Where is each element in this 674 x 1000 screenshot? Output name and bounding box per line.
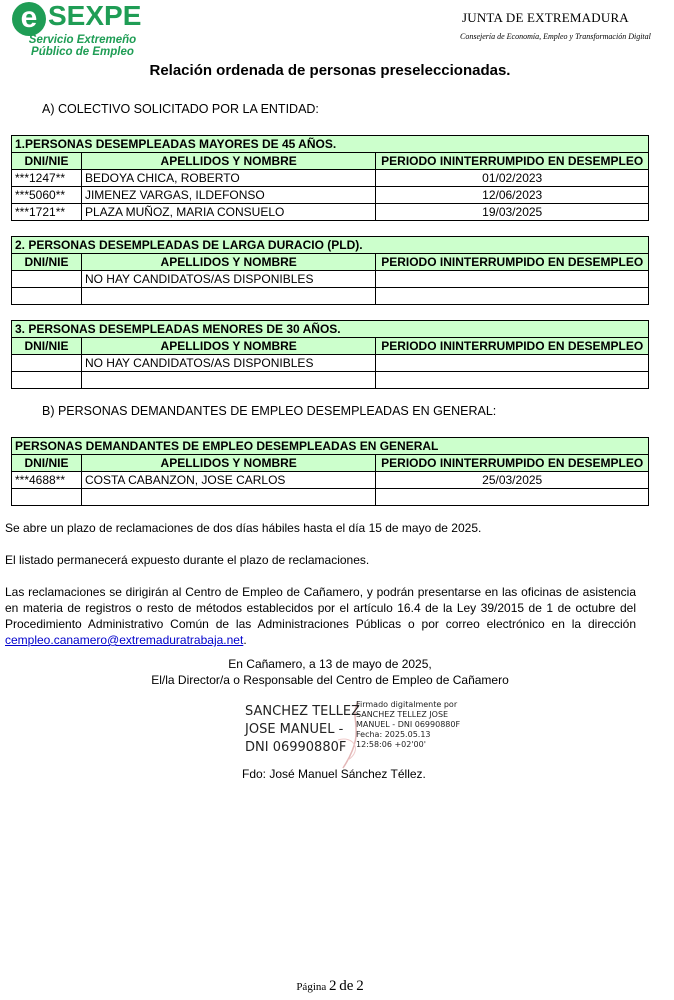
cell-dni: ***5060**	[12, 187, 82, 204]
sig-name-line-3: DNI 06990880F	[245, 740, 347, 755]
col-header-name: APELLIDOS Y NOMBRE	[81, 455, 375, 472]
col-header-dni: DNI/NIE	[12, 254, 82, 271]
sig-info-line-4: Fecha: 2025.05.13	[356, 730, 431, 739]
col-header-period: PERIODO ININTERRUMPIDO EN DESEMPLEO	[376, 338, 649, 355]
table-row	[12, 187, 649, 204]
page-title: Relación ordenada de personas preseleccionadas.	[149, 62, 511, 79]
cell-name: COSTA CABANZON, JOSE CARLOS	[81, 472, 375, 489]
cell-dni	[12, 271, 82, 288]
sig-name-line-1: SANCHEZ TELLEZ	[245, 704, 360, 719]
paragraph-claims	[5, 584, 636, 648]
consejeria-title: Consejería de Economía, Empleo y Transformación Digital	[460, 32, 651, 41]
col-header-dni: DNI/NIE	[12, 153, 82, 170]
table-row	[12, 170, 649, 187]
col-header-dni: DNI/NIE	[12, 455, 82, 472]
col-header-name: APELLIDOS Y NOMBRE	[81, 338, 375, 355]
claims-end: .	[243, 633, 247, 647]
cell-name	[81, 288, 375, 305]
table-over-45	[11, 135, 649, 221]
of-word: de	[339, 978, 354, 994]
table-row	[12, 271, 649, 288]
table-caption: 2. PERSONAS DESEMPLEADAS DE LARGA DURACIO (PLD).	[12, 237, 649, 254]
table-caption: 3. PERSONAS DESEMPLEADAS MENORES DE 30 AÑOS.	[12, 321, 649, 338]
place-date: En Cañamero, a 13 de mayo de 2025,	[228, 657, 432, 671]
section-b-heading: B) PERSONAS DEMANDANTES DE EMPLEO DESEMPLEADAS EN GENERAL:	[42, 404, 497, 418]
table-row	[12, 355, 649, 372]
sig-info-line-5: 12:58:06 +02'00'	[356, 740, 426, 749]
logo-sub-line-1: Servicio Extremeño	[28, 34, 137, 46]
cell-period: 25/03/2025	[376, 472, 649, 489]
cell-dni	[12, 355, 82, 372]
cell-dni: ***4688**	[12, 472, 82, 489]
table-row	[12, 204, 649, 221]
cell-period: 01/02/2023	[376, 170, 649, 187]
paragraph-exposure: El listado permanecerá expuesto durante el plazo de reclamaciones.	[5, 553, 370, 567]
signature-info	[356, 700, 460, 750]
sig-info-line-2: SANCHEZ TELLEZ JOSE	[356, 710, 449, 719]
email-link[interactable]: cempleo.canamero@extremaduratrabaja.net	[5, 633, 244, 647]
logo-sub-line-2: Público de Empleo	[31, 46, 134, 58]
cell-name: BEDOYA CHICA, ROBERTO	[81, 170, 375, 187]
cell-name: NO HAY CANDIDATOS/AS DISPONIBLES	[81, 271, 375, 288]
cell-period	[376, 372, 649, 389]
logo-word: SEXPE	[48, 0, 142, 31]
col-header-period: PERIODO ININTERRUMPIDO EN DESEMPLEO	[376, 455, 649, 472]
signature-name	[245, 703, 360, 757]
table-row	[12, 288, 649, 305]
table-row	[12, 489, 649, 506]
signed-by: Fdo: José Manuel Sánchez Téllez.	[242, 767, 426, 781]
table-row	[12, 372, 649, 389]
cell-dni: ***1721**	[12, 204, 82, 221]
col-header-name: APELLIDOS Y NOMBRE	[81, 254, 375, 271]
cell-period: 19/03/2025	[376, 204, 649, 221]
cell-name: NO HAY CANDIDATOS/AS DISPONIBLES	[81, 355, 375, 372]
sig-info-line-1: Firmado digitalmente por	[356, 700, 458, 709]
table-caption: PERSONAS DEMANDANTES DE EMPLEO DESEMPLEADAS EN GENERAL	[12, 438, 649, 455]
sig-info-line-3: MANUEL - DNI 06990880F	[356, 720, 461, 729]
cell-name	[81, 372, 375, 389]
table-caption: 1.PERSONAS DESEMPLEADAS MAYORES DE 45 AÑOS.	[12, 136, 649, 153]
section-a-heading: A) COLECTIVO SOLICITADO POR LA ENTIDAD:	[42, 102, 319, 116]
sexpe-logo	[12, 0, 162, 64]
table-under-30	[11, 320, 649, 389]
cell-dni	[12, 489, 82, 506]
table-row	[12, 472, 649, 489]
page-number: 2	[329, 978, 337, 994]
cell-name	[81, 489, 375, 506]
cell-name: JIMENEZ VARGAS, ILDEFONSO	[81, 187, 375, 204]
sexpe-logo-icon: e	[12, 2, 46, 36]
cell-dni: ***1247**	[12, 170, 82, 187]
page-footer	[0, 978, 660, 995]
signer-role: El/la Director/a o Responsable del Centro de Empleo de Cañamero	[151, 673, 509, 687]
cell-dni	[12, 372, 82, 389]
cell-period	[376, 271, 649, 288]
cell-period	[376, 489, 649, 506]
claims-text: Las reclamaciones se dirigirán al Centro de Empleo de Cañamero, y podrán presentarse en las oficinas de asistencia en materia de registros o resto de métodos establecidos por el artículo 16.4 de la Ley 39/2015 de 1 de octubre del Procedimiento Administrativo Común de las Administraciones Públicas o por correo electrónico en la dirección	[5, 585, 636, 631]
cell-name: PLAZA MUÑOZ, MARIA CONSUELO	[81, 204, 375, 221]
col-header-dni: DNI/NIE	[12, 338, 82, 355]
cell-period: 12/06/2023	[376, 187, 649, 204]
cell-period	[376, 288, 649, 305]
table-pld	[11, 236, 649, 305]
page-word: Página	[296, 981, 327, 993]
sig-name-line-2: JOSE MANUEL -	[245, 722, 344, 737]
junta-title: JUNTA DE EXTREMADURA	[462, 10, 629, 25]
table-general	[11, 437, 649, 506]
col-header-period: PERIODO ININTERRUMPIDO EN DESEMPLEO	[376, 153, 649, 170]
paragraph-deadline: Se abre un plazo de reclamaciones de dos días hábiles hasta el día 15 de mayo de 2025.	[5, 521, 482, 535]
col-header-period: PERIODO ININTERRUMPIDO EN DESEMPLEO	[376, 254, 649, 271]
col-header-name: APELLIDOS Y NOMBRE	[81, 153, 375, 170]
cell-dni	[12, 288, 82, 305]
cell-period	[376, 355, 649, 372]
logo-subtitle	[20, 34, 145, 58]
page-total: 2	[356, 978, 364, 994]
